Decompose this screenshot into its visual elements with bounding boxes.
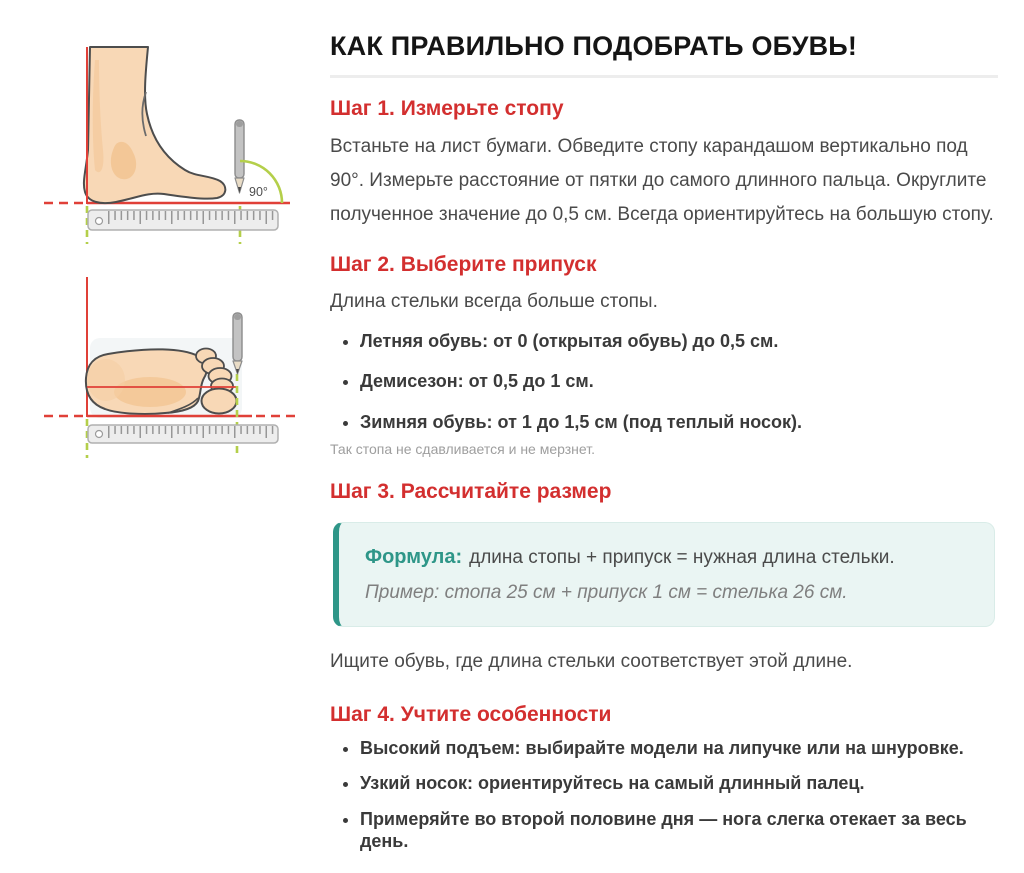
- list-item: • Зимняя обувь: от 1 до 1,5 см (под теплый носок).: [360, 411, 998, 434]
- formula-line: [365, 541, 968, 573]
- illustration-column: [0, 0, 330, 873]
- formula-callout: [333, 522, 995, 628]
- list-item: • Летняя обувь: от 0 (открытая обувь) до 0,5 см.: [360, 330, 998, 353]
- pencil-icon: [233, 313, 242, 374]
- foot-top-view-illustration: [0, 268, 330, 488]
- step1-heading: Шаг 1. Измерьте стопу: [330, 97, 564, 121]
- step3-after-paragraph: Ищите обувь, где длина стельки соответствует этой длине.: [330, 651, 853, 673]
- step2-note: Так стопа не сдавливается и не мерзнет.: [330, 441, 595, 458]
- step2-heading: Шаг 2. Выберите припуск: [330, 253, 597, 277]
- list-item: • Узкий носок: ориентируйтесь на самый длинный палец.: [360, 772, 998, 795]
- step2-bullet-list: [330, 330, 998, 434]
- formula-example: Пример: стопа 25 см + припуск 1 см = стелька 26 см.: [365, 582, 848, 604]
- step2-paragraph: Длина стельки всегда больше стопы.: [330, 291, 658, 313]
- step1-paragraph: Встаньте на лист бумаги. Обведите стопу карандашом вертикально под 90°. Измерьте расстояние от пятки до самого длинного пальца. Округлите полученное значение до 0,5 см. Всегда ориентируйтесь на большую стопу.: [330, 135, 994, 225]
- angle-label: 90°: [249, 185, 268, 199]
- foot-side-view-illustration: [0, 0, 330, 260]
- foot-side-shape: [84, 47, 225, 203]
- step4-heading: Шаг 4. Учтите особенности: [330, 702, 612, 726]
- pencil-icon: [235, 120, 244, 193]
- formula-text: длина стопы + припуск = нужная длина стельки.: [469, 546, 895, 568]
- formula-label: Формула:: [365, 545, 463, 568]
- article-content: [330, 0, 998, 866]
- step3-heading: Шаг 3. Рассчитайте размер: [330, 479, 612, 503]
- list-item: • Демисезон: от 0,5 до 1 см.: [360, 370, 998, 393]
- ruler: [88, 425, 278, 443]
- list-item: • Высокий подъем: выбирайте модели на липучке или на шнуровке.: [360, 737, 998, 760]
- ruler: [88, 210, 278, 230]
- step4-bullet-list: [330, 737, 998, 853]
- title-divider: [330, 75, 998, 78]
- page-title: КАК ПРАВИЛЬНО ПОДОБРАТЬ ОБУВЬ!: [330, 31, 858, 61]
- list-item: • Примеряйте во второй половине дня — нога слегка отекает за весь день.: [360, 808, 998, 853]
- foot-top-shape: [86, 349, 237, 414]
